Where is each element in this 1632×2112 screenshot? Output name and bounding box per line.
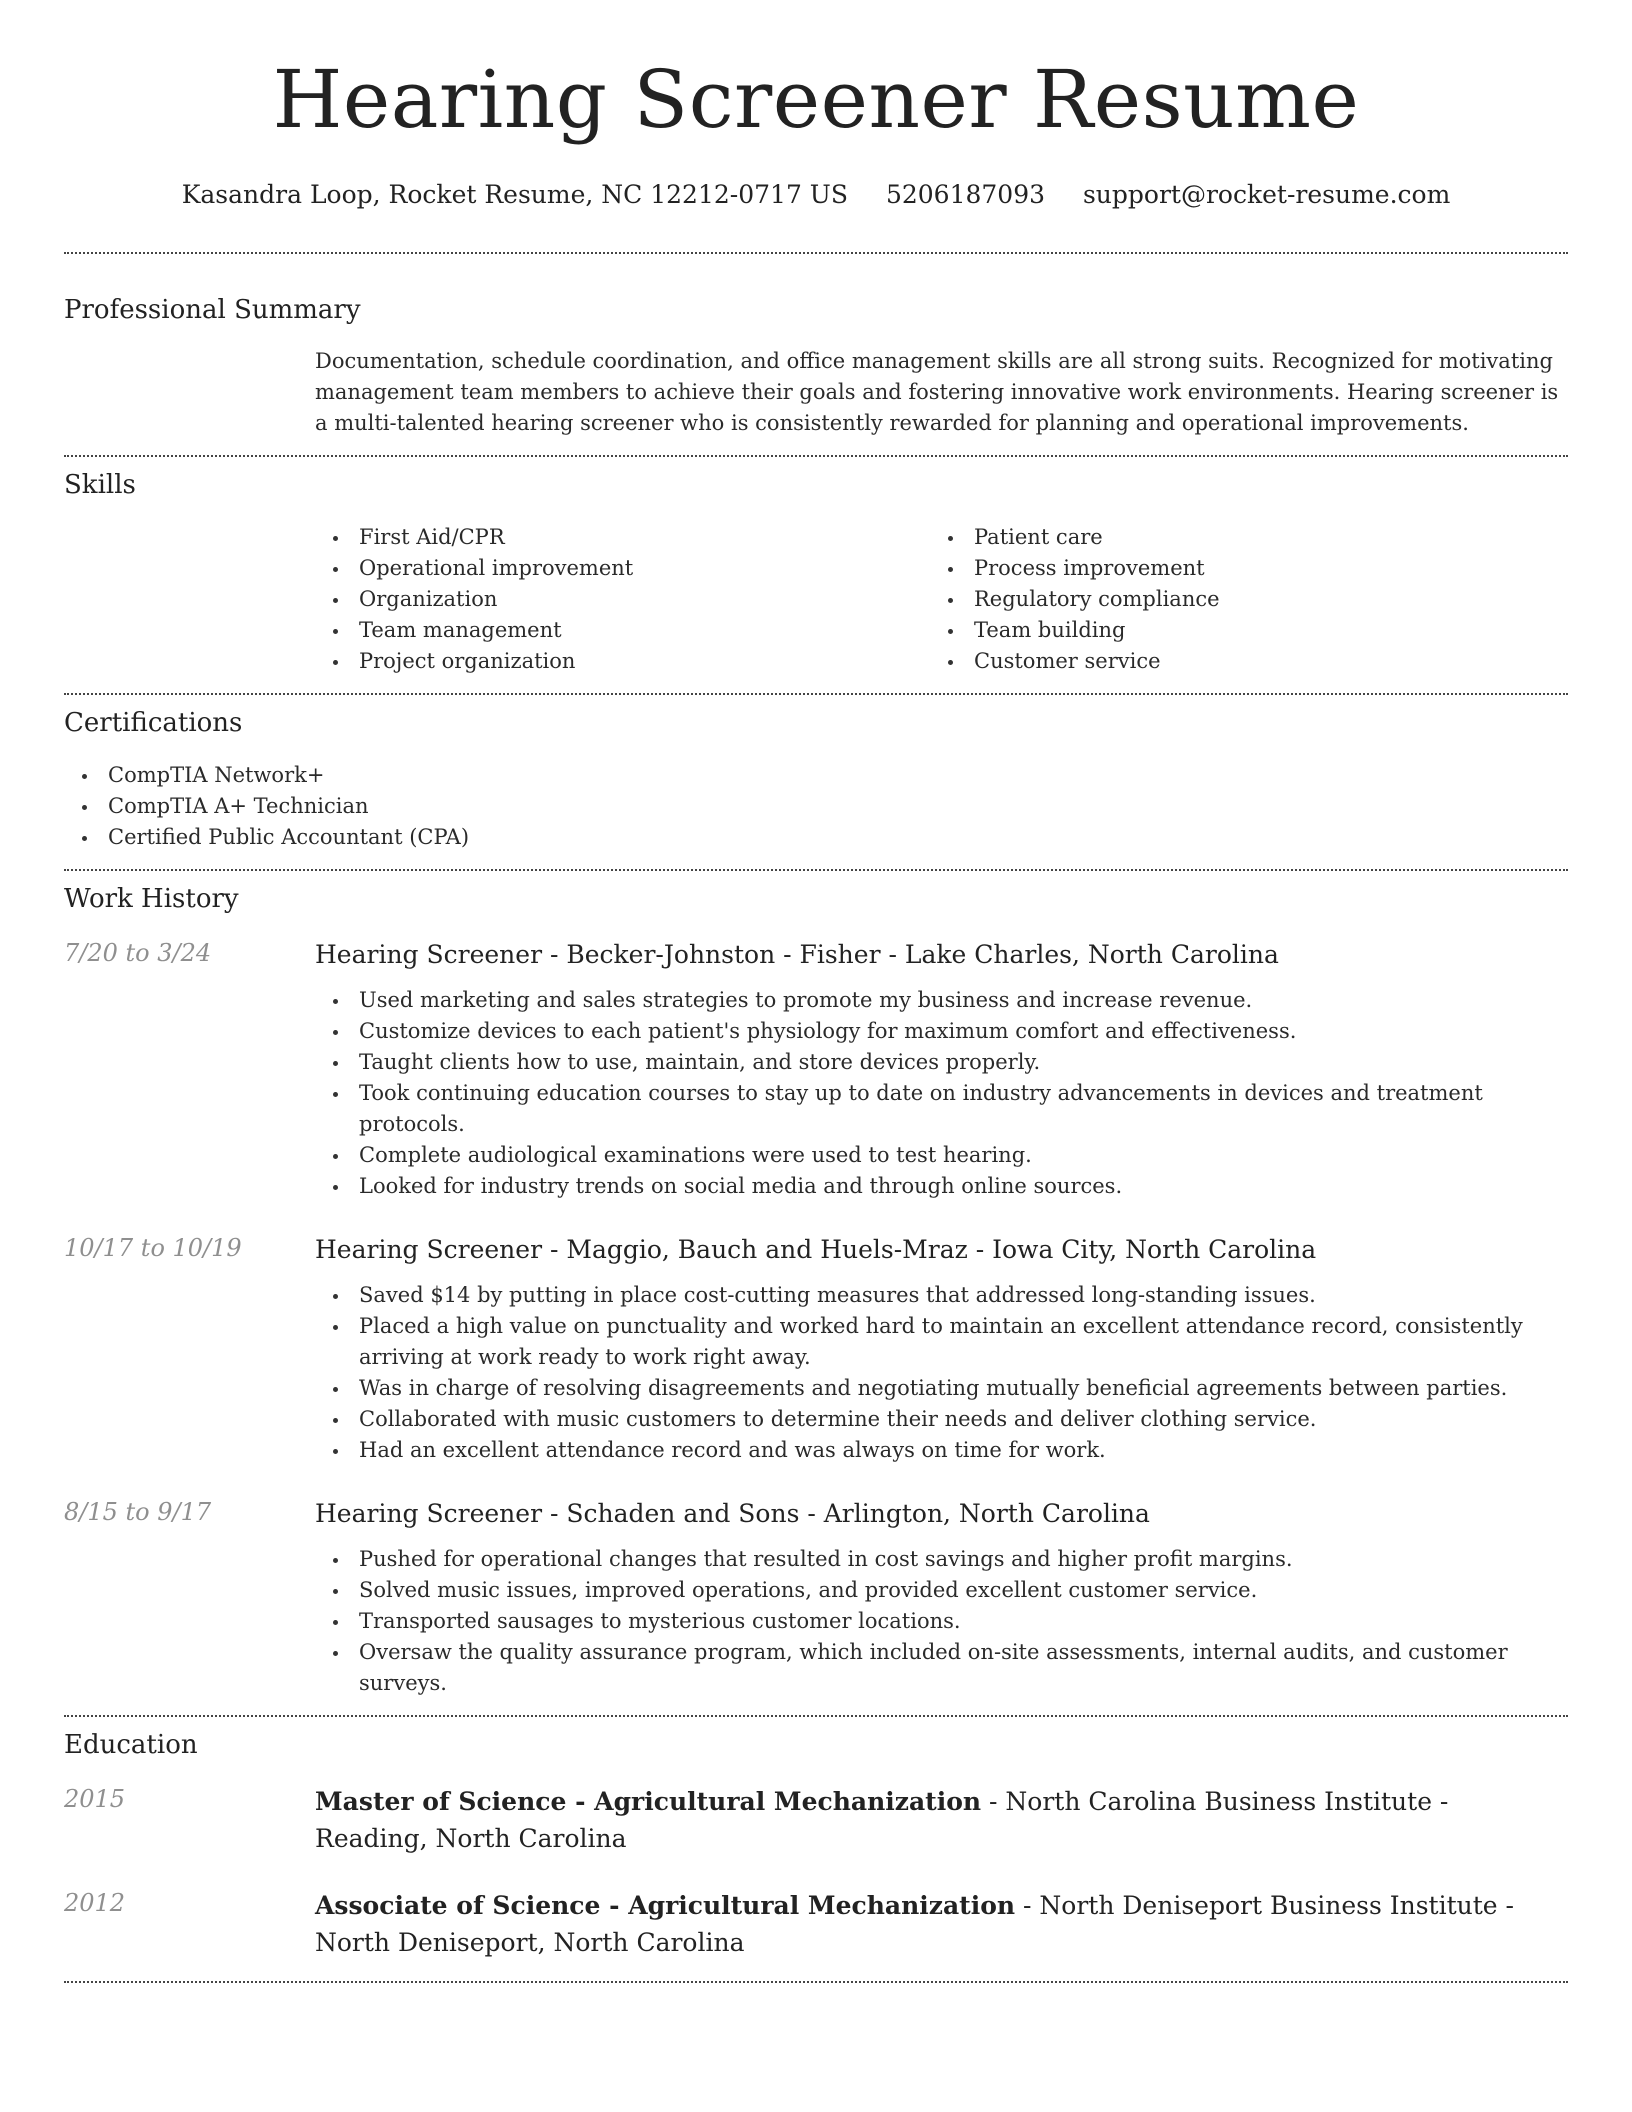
list-item: Taught clients how to use, maintain, and store devices properly. xyxy=(315,1047,1568,1078)
education-degree: Associate of Science - Agricultural Mechanization xyxy=(315,1891,1016,1920)
section-heading-summary: Professional Summary xyxy=(64,295,361,325)
list-item: Was in charge of resolving disagreements and negotiating mutually beneficial agreements between parties. xyxy=(315,1373,1568,1404)
job-dates: 7/20 to 3/24 xyxy=(64,939,212,967)
list-item: Customize devices to each patient's physiology for maximum comfort and effectiveness. xyxy=(315,1016,1568,1047)
list-item: Organization xyxy=(315,584,930,615)
education-year: 2015 xyxy=(64,1785,126,1813)
list-item: Team management xyxy=(315,615,930,646)
job-entry xyxy=(64,1232,1568,1466)
list-item: Saved $14 by putting in place cost-cutting measures that addressed long-standing issues. xyxy=(315,1280,1568,1311)
divider xyxy=(64,693,1568,695)
divider xyxy=(64,1981,1568,1983)
work-history-section xyxy=(64,883,1568,1699)
resume-title: Hearing Screener Resume xyxy=(272,53,1360,146)
list-item: Collaborated with music customers to determine their needs and deliver clothing service. xyxy=(315,1404,1568,1435)
list-item: Used marketing and sales strategies to promote my business and increase revenue. xyxy=(315,985,1568,1016)
divider xyxy=(64,455,1568,457)
list-item: Placed a high value on punctuality and worked hard to maintain an excellent attendance record, consistently arriving at work ready to work right away. xyxy=(315,1311,1568,1373)
job-title: Hearing Screener - Maggio, Bauch and Huels-Mraz - Iowa City, North Carolina xyxy=(315,1235,1317,1264)
education-details xyxy=(315,1783,1568,1857)
job-bullets xyxy=(315,985,1568,1202)
skills-column-left xyxy=(315,522,930,677)
divider xyxy=(64,1715,1568,1717)
contact-email: support@rocket-resume.com xyxy=(1082,180,1451,209)
job-dates: 8/15 to 9/17 xyxy=(64,1498,212,1526)
list-item: Pushed for operational changes that resulted in cost savings and higher profit margins. xyxy=(315,1544,1568,1575)
list-item: Patient care xyxy=(930,522,1545,553)
certifications-list xyxy=(64,760,1568,853)
list-item: Transported sausages to mysterious customer locations. xyxy=(315,1606,1568,1637)
list-item: Regulatory compliance xyxy=(930,584,1545,615)
contact-phone: 5206187093 xyxy=(885,180,1046,209)
certifications-section xyxy=(64,707,1568,853)
job-dates: 10/17 to 10/19 xyxy=(64,1234,242,1262)
list-item: Team building xyxy=(930,615,1545,646)
list-item: Had an excellent attendance record and was always on time for work. xyxy=(315,1435,1568,1466)
list-item: Oversaw the quality assurance program, which included on-site assessments, internal audits, and customer surveys. xyxy=(315,1637,1568,1699)
summary-section xyxy=(64,294,1568,439)
contact-line xyxy=(64,180,1568,210)
list-item: Operational improvement xyxy=(315,553,930,584)
education-degree: Master of Science - Agricultural Mechanization xyxy=(315,1787,982,1816)
contact-address: Kasandra Loop, Rocket Resume, NC 12212-0717 US xyxy=(181,180,848,209)
education-institution: - North Deniseport Business Institute - North Deniseport, North Carolina xyxy=(315,1891,1514,1957)
summary-text: Documentation, schedule coordination, and office management skills are all strong suits. Recognized for motivating management team members to achieve their goals and fostering innovative work environments. Hearing screener is a multi-talented hearing screener who is consistently rewarded for planning and operational improvements. xyxy=(315,349,1559,435)
skills-section xyxy=(64,469,1568,677)
section-heading-education: Education xyxy=(64,1730,198,1760)
list-item: CompTIA A+ Technician xyxy=(64,791,1568,822)
education-institution: - North Carolina Business Institute - Reading, North Carolina xyxy=(315,1787,1449,1853)
list-item: Looked for industry trends on social media and through online sources. xyxy=(315,1171,1568,1202)
list-item: Solved music issues, improved operations, and provided excellent customer service. xyxy=(315,1575,1568,1606)
section-heading-certifications: Certifications xyxy=(64,708,243,738)
job-title: Hearing Screener - Becker-Johnston - Fisher - Lake Charles, North Carolina xyxy=(315,940,1279,969)
education-entry xyxy=(64,1887,1568,1961)
list-item: Project organization xyxy=(315,646,930,677)
section-heading-work-history: Work History xyxy=(64,884,239,914)
job-entry xyxy=(64,937,1568,1202)
divider xyxy=(64,869,1568,871)
job-title: Hearing Screener - Schaden and Sons - Arlington, North Carolina xyxy=(315,1499,1150,1528)
list-item: Certified Public Accountant (CPA) xyxy=(64,822,1568,853)
divider xyxy=(64,252,1568,254)
skills-grid xyxy=(315,522,1568,677)
job-entry xyxy=(64,1496,1568,1699)
resume-page xyxy=(64,0,1568,1983)
education-entry xyxy=(64,1783,1568,1857)
skills-column-right xyxy=(930,522,1545,677)
job-bullets xyxy=(315,1544,1568,1699)
education-section xyxy=(64,1729,1568,1961)
list-item: CompTIA Network+ xyxy=(64,760,1568,791)
job-bullets xyxy=(315,1280,1568,1466)
list-item: Process improvement xyxy=(930,553,1545,584)
education-year: 2012 xyxy=(64,1889,126,1917)
list-item: Complete audiological examinations were used to test hearing. xyxy=(315,1140,1568,1171)
education-details xyxy=(315,1887,1568,1961)
list-item: First Aid/CPR xyxy=(315,522,930,553)
section-heading-skills: Skills xyxy=(64,470,136,500)
list-item: Took continuing education courses to stay up to date on industry advancements in devices and treatment protocols. xyxy=(315,1078,1568,1140)
list-item: Customer service xyxy=(930,646,1545,677)
